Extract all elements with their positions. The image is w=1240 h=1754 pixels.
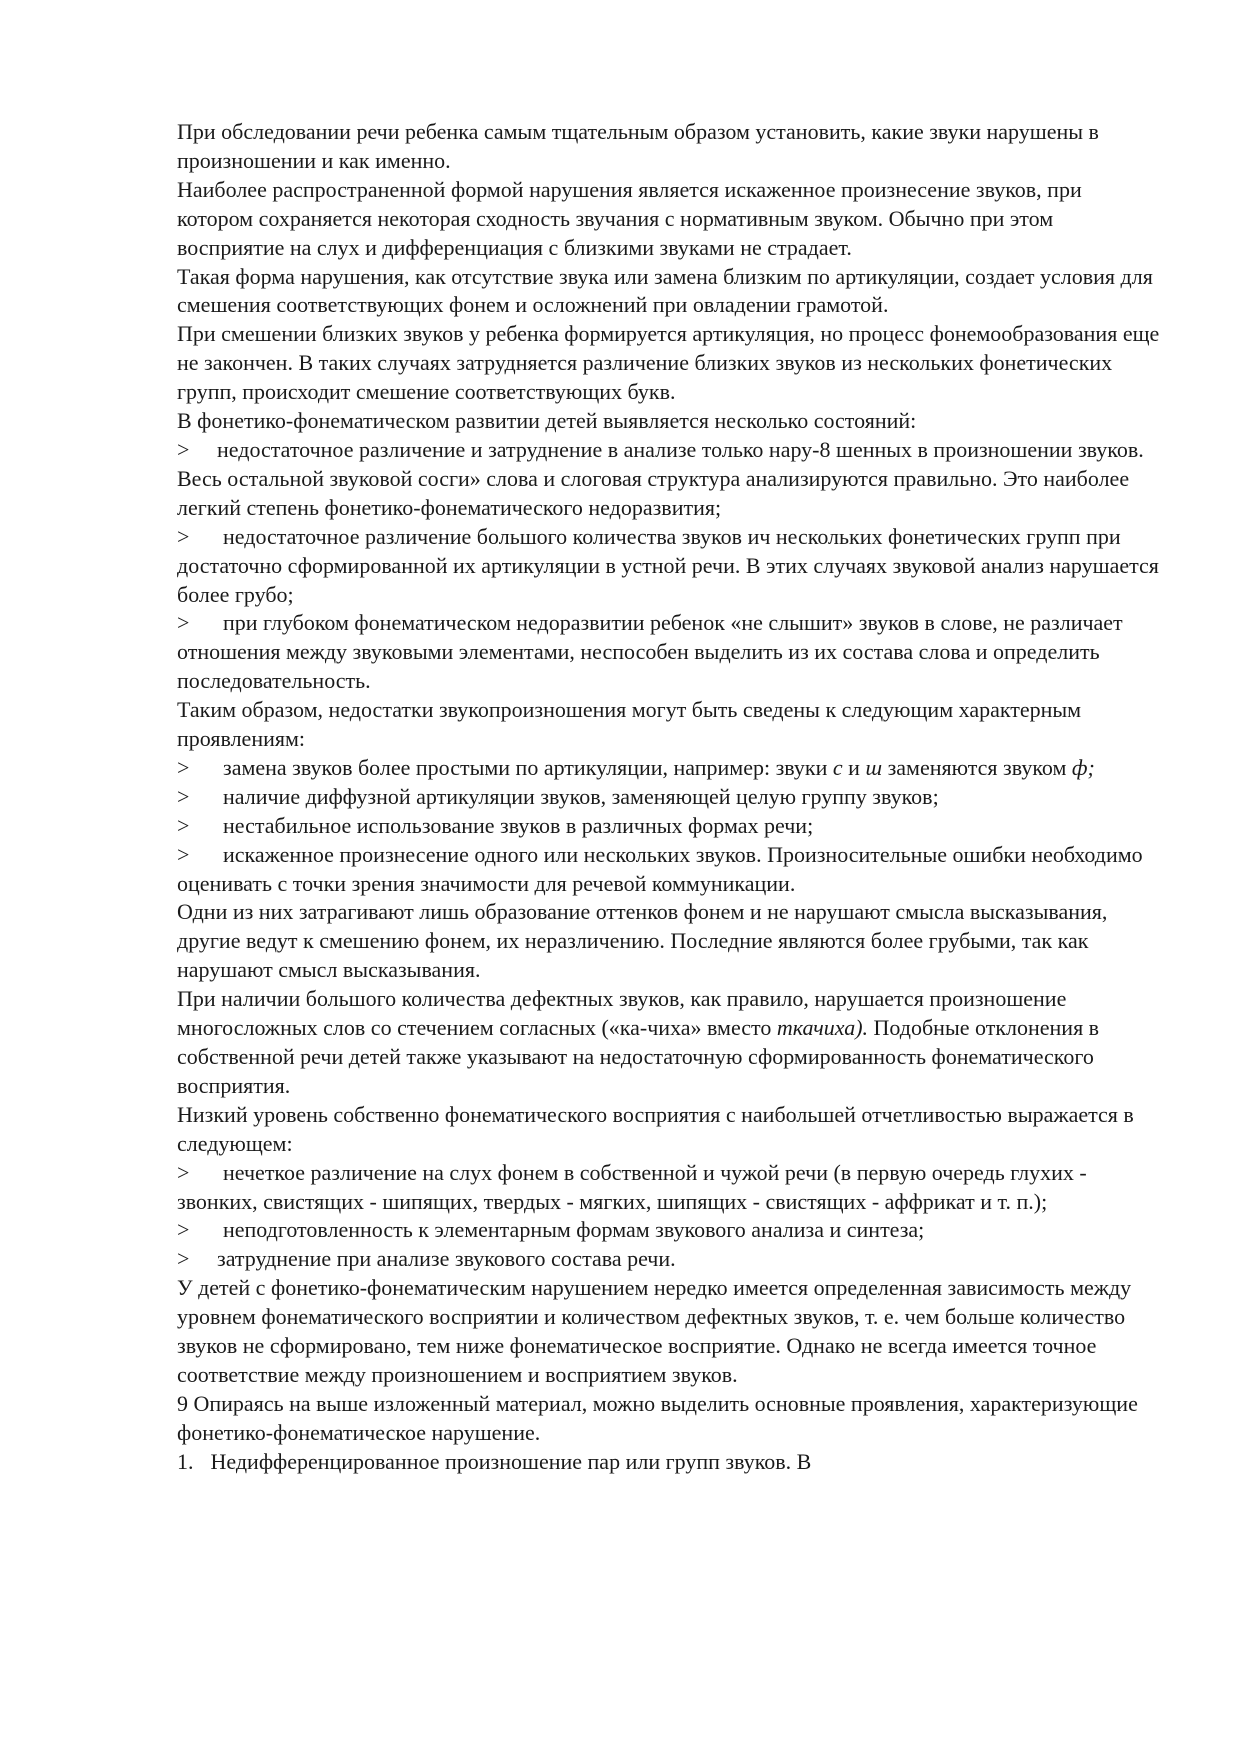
bullet-marker: >	[177, 754, 190, 780]
list-item	[177, 1159, 1162, 1217]
perception-list	[177, 1159, 1162, 1275]
list-item	[177, 754, 1162, 783]
bullet-marker: >	[177, 1159, 190, 1185]
list-item-text: нестабильное использование звуков в различных формах речи;	[223, 812, 814, 838]
bullet-marker: >	[177, 436, 190, 462]
item-number: 1.	[177, 1448, 194, 1474]
list-item	[177, 523, 1162, 610]
list-item	[177, 841, 1162, 899]
paragraph-1: При обследовании речи ребенка самым тщательным образом установить, какие звуки нарушены в произношении и как именно.	[177, 119, 1099, 173]
bullet-marker: >	[177, 812, 190, 838]
numbered-item-text: Недифференцированное произношение пар или групп звуков. В	[210, 1448, 812, 1474]
bullet-marker: >	[177, 523, 190, 549]
paragraph-11: 9 Опираясь на выше изложенный материал, можно выделить основные проявления, характеризующие фонетико-фонематическое нарушение.	[177, 1390, 1138, 1445]
list-item-text: замена звуков более простыми по артикуляции, например: звуки	[223, 754, 833, 780]
list-item-text: затруднение при анализе звукового состава речи.	[217, 1246, 676, 1272]
list-item-text: и	[842, 754, 866, 780]
list-item-text: при глубоком фонематическом недоразвитии ребенок «не слышит» звуков в слове, не различает отношения между звуковыми элементами, неспособен выделить из их состава слова и определить последовательность.	[177, 610, 1123, 694]
list-item	[177, 609, 1162, 696]
paragraph-9: Низкий уровень собственно фонематического восприятия с наибольшей отчетливостью выражается в следующем:	[177, 1101, 1134, 1156]
list-item	[177, 436, 1162, 523]
italic-letter: с	[832, 754, 843, 780]
paragraph-8	[177, 985, 1162, 1101]
paragraph-text: При наличии большого количества дефектных звуков, как правило, нарушается произношение многосложных слов со стечением согласных («ка-чиха» вместо	[177, 986, 1067, 1041]
paragraph-5: В фонетико-фонематическом развитии детей выявляется несколько состояний:	[177, 408, 917, 434]
paragraph-3: Такая форма нарушения, как отсутствие звука или замена близким по артикуляции, создает условия для смешения соответствующих фонем и осложнений при овладении грамотой.	[177, 263, 1153, 318]
bullet-marker: >	[177, 841, 190, 867]
list-item-text: нечеткое различение на слух фонем в собственной и чужой речи (в первую очередь глухих - звонких, свистящих - шипящих, твердых - мягких, шипящих - свистящих - аффрикат и т. п.);	[177, 1159, 1087, 1214]
list-item-text: искаженное произнесение одного или нескольких звуков. Произносительные ошибки необходимо оценивать с точки зрения значимости для речевой коммуникации.	[177, 841, 1143, 896]
bullet-marker: >	[177, 1217, 190, 1243]
document-page	[177, 118, 1162, 1477]
states-list	[177, 436, 1162, 696]
paragraph-6: Таким образом, недостатки звукопроизношения могут быть сведены к следующим характерным проявлениям:	[177, 697, 1082, 752]
list-item-text: недостаточное различение большого количества звуков ич нескольких фонетических групп при достаточно сформированной их артикуляции в устной речи. В этих случаях звуковой анализ нарушается более грубо;	[177, 523, 1159, 607]
bullet-marker: >	[177, 783, 190, 809]
paragraph-text: Подобные отклонения в собственной речи детей также указывают на недостаточную сформированность фонематического восприятия.	[177, 1015, 1100, 1098]
numbered-item	[177, 1448, 1162, 1477]
paragraph-4: При смешении близких звуков у ребенка формируется артикуляция, но процесс фонемообразования еще не закончен. В таких случаях затрудняется различение близких звуков из нескольких фонетических групп, происходит смешение соответствующих букв.	[177, 321, 1160, 405]
list-item-text: заменяются звуком	[882, 754, 1072, 780]
list-item-text: недостаточное различение и затруднение в анализе только нару-8 шенных в произношении звуков. Весь остальной звуковой сосги» слова и слоговая структура анализируются правильно. Это наиболее легкий степень фонетико-фонематического недоразвития;	[177, 436, 1144, 520]
manifestations-list	[177, 754, 1162, 899]
list-item-text: наличие диффузной артикуляции звуков, заменяющей целую группу звуков;	[223, 783, 939, 809]
list-item	[177, 1245, 1162, 1274]
paragraph-10: У детей с фонетико-фонематическим нарушением нередко имеется определенная зависимость между уровнем фонематического восприятии и количеством дефектных звуков, т. е. чем больше количество звуков не сформировано, тем ниже фонематическое восприятие. Однако не всегда имеется точное соответствие между произношением и восприятием звуков.	[177, 1275, 1132, 1387]
bullet-marker: >	[177, 1246, 190, 1272]
paragraph-2: Наиболее распространенной формой нарушения является искаженное произнесение звуков, при котором сохраняется некоторая сходность звучания с нормативным звуком. Обычно при этом восприятие на слух и дифференциация с близкими звуками не страдает.	[177, 176, 1082, 260]
list-item	[177, 783, 1162, 812]
italic-word: ткачиха).	[776, 1015, 869, 1041]
paragraph-7: Одни из них затрагивают лишь образование оттенков фонем и не нарушают смысла высказывания, другие ведут к смешению фонем, их неразличению. Последние являются более грубыми, так как нарушают смысл высказывания.	[177, 899, 1108, 983]
list-item	[177, 1216, 1162, 1245]
bullet-marker: >	[177, 610, 190, 636]
list-item-text: неподготовленность к элементарным формам звукового анализа и синтеза;	[223, 1217, 925, 1243]
italic-letter: ф;	[1071, 754, 1095, 780]
italic-letter: ш	[865, 754, 883, 780]
list-item	[177, 812, 1162, 841]
